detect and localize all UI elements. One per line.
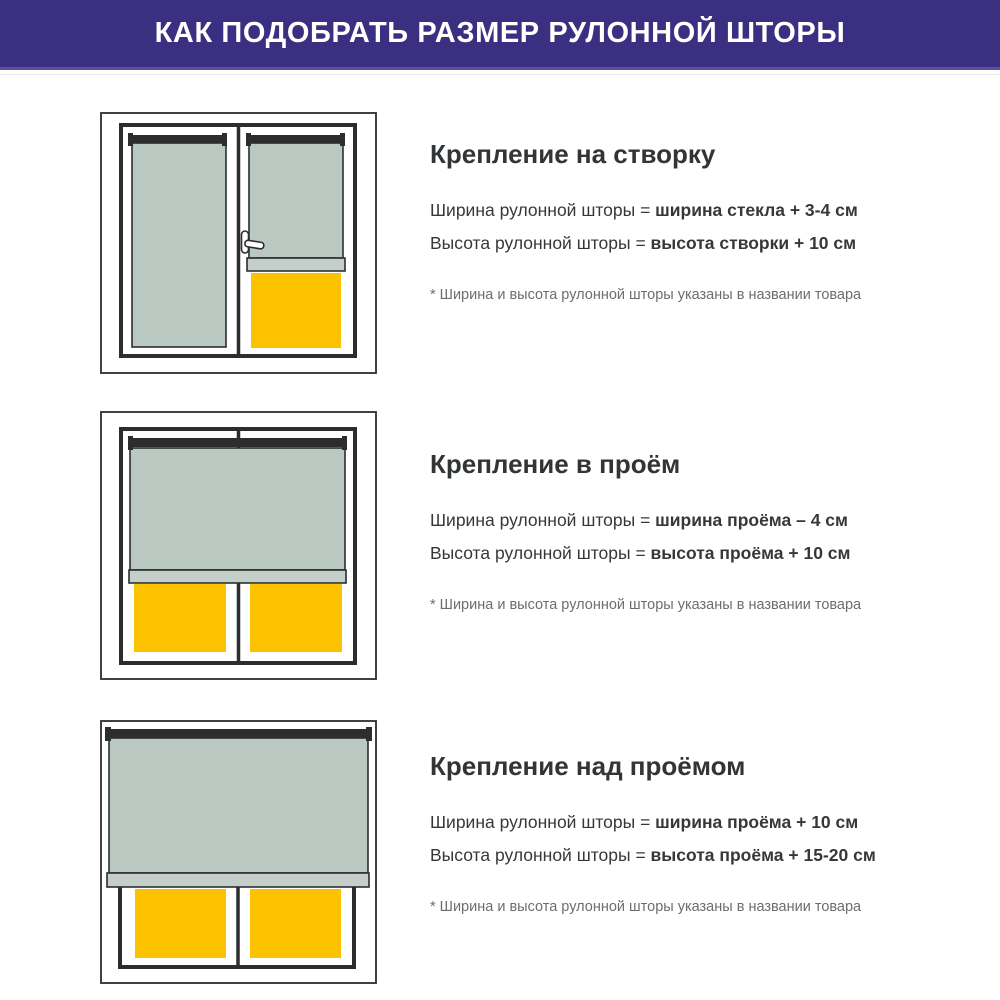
roller-blind-bottom-bar bbox=[129, 570, 346, 583]
glass-pane bbox=[135, 889, 226, 958]
roller-blind-bottom-bar bbox=[247, 258, 345, 271]
roller-blind-fabric bbox=[109, 738, 368, 873]
section-text bbox=[430, 751, 930, 915]
roller-blind-fabric bbox=[130, 448, 345, 570]
width-formula bbox=[430, 194, 930, 227]
formula-label: Ширина рулонной шторы = bbox=[430, 812, 656, 832]
roller-blind-bracket bbox=[128, 133, 133, 146]
figure-opening-mount bbox=[100, 411, 377, 685]
section-title: Крепление на створку bbox=[430, 139, 716, 169]
roller-blind-tube bbox=[107, 729, 370, 738]
footnote: * Ширина и высота рулонной шторы указаны в названии товара bbox=[430, 597, 862, 613]
formula-label: Ширина рулонной шторы = bbox=[430, 200, 656, 220]
header-divider bbox=[0, 74, 1000, 75]
figure-sash-mount bbox=[100, 112, 377, 379]
width-formula bbox=[430, 806, 930, 839]
footnote: * Ширина и высота рулонной шторы указаны в названии товара bbox=[430, 287, 862, 303]
height-formula bbox=[430, 839, 930, 872]
roller-blind-tube bbox=[129, 135, 227, 143]
formula-label: Высота рулонной шторы = bbox=[430, 233, 651, 253]
glass-pane bbox=[250, 584, 342, 652]
formula-label: Высота рулонной шторы = bbox=[430, 543, 651, 563]
glass-pane bbox=[251, 273, 341, 348]
page-title: КАК ПОДОБРАТЬ РАЗМЕР РУЛОННОЙ ШТОРЫ bbox=[154, 17, 846, 49]
formula-label: Ширина рулонной шторы = bbox=[430, 510, 656, 530]
window-diagram-sash-mount bbox=[100, 112, 377, 374]
section-text bbox=[430, 449, 930, 613]
formula-value: высота проёма + 10 см bbox=[650, 543, 851, 563]
roller-blind-bracket bbox=[246, 133, 251, 146]
footnote: * Ширина и высота рулонной шторы указаны в названии товара bbox=[430, 899, 862, 915]
roller-blind-fabric bbox=[249, 143, 343, 258]
width-formula bbox=[430, 504, 930, 537]
section-title: Крепление в проём bbox=[430, 449, 681, 479]
formula-label: Высота рулонной шторы = bbox=[430, 845, 651, 865]
roller-blind-right-sash bbox=[246, 133, 345, 348]
roller-blind bbox=[128, 436, 347, 583]
roller-blind-bracket bbox=[342, 436, 347, 450]
height-formula bbox=[430, 537, 930, 570]
formula-value: высота створки + 10 см bbox=[650, 233, 857, 253]
window-diagram-opening-mount bbox=[100, 411, 377, 680]
roller-blind bbox=[105, 727, 372, 887]
figure-above-opening-mount bbox=[100, 720, 377, 989]
roller-blind-left-sash bbox=[128, 133, 227, 347]
roller-blind-tube bbox=[129, 438, 347, 447]
roller-blind-bracket bbox=[366, 727, 372, 741]
roller-blind-bracket bbox=[105, 727, 111, 741]
roller-blind-tube bbox=[248, 135, 344, 143]
formula-value: ширина стекла + 3-4 см bbox=[655, 200, 858, 220]
formula-value: ширина проёма – 4 см bbox=[655, 510, 848, 530]
roller-blind-bracket bbox=[340, 133, 345, 146]
height-formula bbox=[430, 227, 930, 260]
window-diagram-above-opening-mount bbox=[100, 720, 377, 984]
roller-blind-fabric bbox=[132, 143, 226, 347]
glass-pane bbox=[250, 889, 341, 958]
page-header bbox=[0, 0, 1000, 70]
glass-pane bbox=[134, 584, 226, 652]
roller-blind-bracket bbox=[222, 133, 227, 146]
roller-blind-bracket bbox=[128, 436, 133, 450]
roller-blind-bottom-bar bbox=[107, 873, 369, 887]
section-text bbox=[430, 139, 930, 303]
formula-value: высота проёма + 15-20 см bbox=[650, 845, 876, 865]
section-title: Крепление над проёмом bbox=[430, 751, 746, 781]
formula-value: ширина проёма + 10 см bbox=[655, 812, 859, 832]
